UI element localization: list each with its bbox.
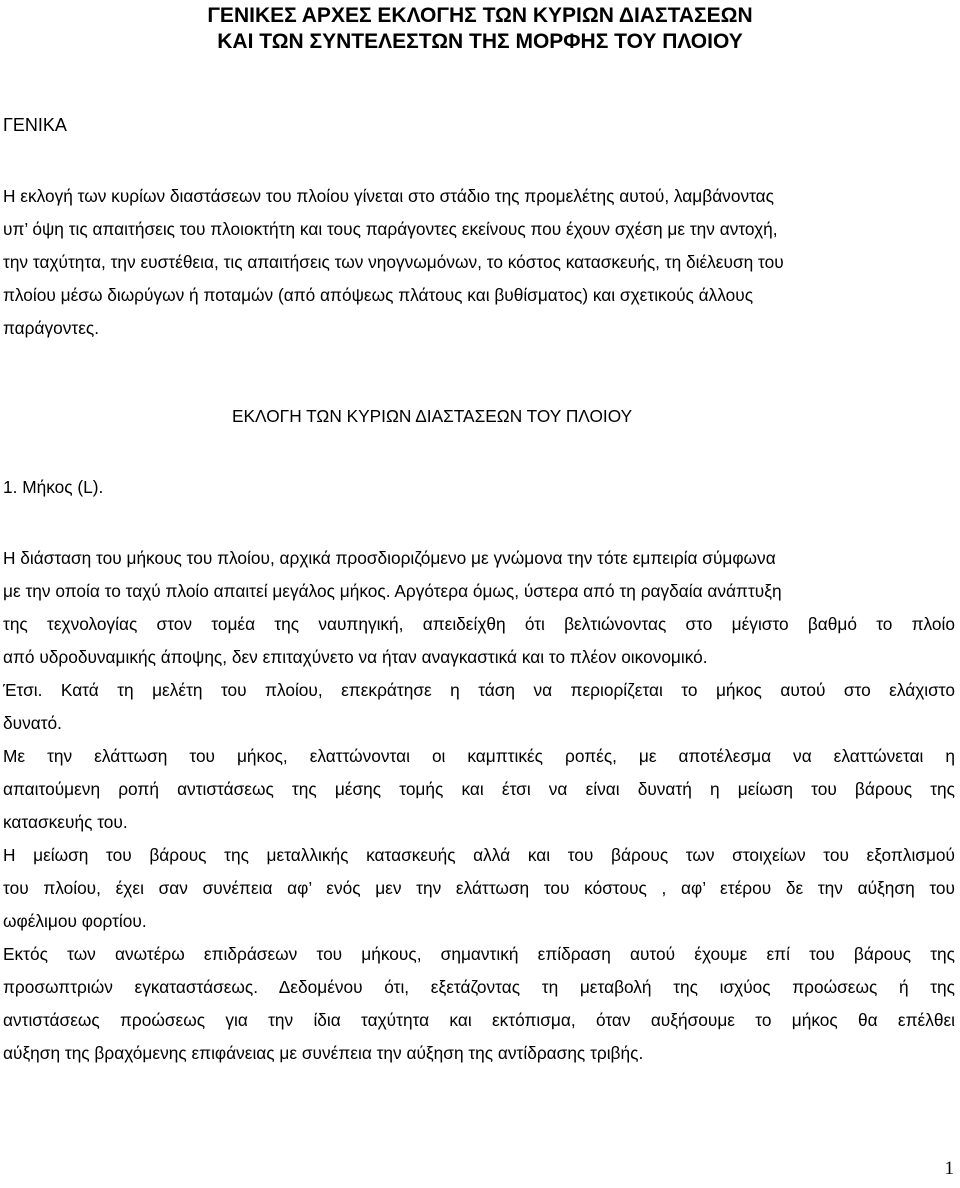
body-line: του πλοίου, έχει σαν συνέπεια αφ’ ενός μεν την ελάττωση του κόστους , αφ’ ετέρου δε την αύξηση του [3, 878, 955, 898]
body-line: προσωπτριών εγκαταστάσεως. Δεδομένου ότι, εξετάζοντας τη μεταβολή της ισχύος προώσεως ή της [3, 977, 955, 997]
body-line: Η μείωση του βάρους της μεταλλικής κατασκευής αλλά και του βάρους των στοιχείων του εξοπλισμού [3, 845, 955, 865]
document-title-line-2: ΚΑΙ ΤΩΝ ΣΥΝΤΕΛΕΣΤΩΝ ΤΗΣ ΜΟΡΦΗΣ ΤΟΥ ΠΛΟΙΟΥ [217, 30, 743, 53]
intro-paragraph [3, 180, 955, 345]
intro-line: Η εκλογή των κυρίων διαστάσεων του πλοίου γίνεται στο στάδιο της προμελέτης αυτού, λαμβάνοντας [3, 186, 774, 206]
intro-heading: ΓΕΝΙΚΑ [3, 115, 67, 135]
body-line: από υδροδυναμικής άποψης, δεν επιταχύνετο να ήταν αναγκαστικά και το πλέον οικονομικό. [3, 647, 708, 667]
body-paragraphs [3, 542, 955, 1070]
intro-line: υπ’ όψη τις απαιτήσεις του πλοιοκτήτη και τους παράγοντες εκείνους που έχουν σχέση με την αντοχή, [3, 219, 778, 239]
body-line: αύξηση της βραχόμενης επιφάνειας με συνέπεια την αύξηση της αντίδρασης τριβής. [3, 1043, 644, 1063]
body-line: κατασκευής του. [3, 812, 128, 832]
intro-line: την ταχύτητα, την ευστέθεια, τις απαιτήσεις των νηογνωμόνων, το κόστος κατασκευής, τη διέλευση του [3, 252, 784, 272]
document-title-line-1: ΓΕΝΙΚΕΣ ΑΡΧΕΣ ΕΚΛΟΓΗΣ ΤΩΝ ΚΥΡΙΩΝ ΔΙΑΣΤΑΣΕΩΝ [207, 4, 753, 27]
body-line: με την οποία το ταχύ πλοίο απαιτεί μεγάλος μήκος. Αργότερα όμως, ύστερα από τη ραγδαία ανάπτυξη [3, 581, 782, 601]
page-number: 1 [944, 1158, 954, 1179]
body-line: αντιστάσεως προώσεως για την ίδια ταχύτητα και εκτόπισμα, όταν αυξήσουμε το μήκος θα επέλθει [3, 1010, 955, 1030]
body-line: Η διάσταση του μήκους του πλοίου, αρχικά προσδιοριζόμενο με γνώμονα την τότε εμπειρία σύμφωνα [3, 548, 776, 568]
body-line: Εκτός των ανωτέρω επιδράσεων του μήκους, σημαντική επίδραση αυτού έχουμε επί του βάρους της [3, 944, 955, 964]
body-line: Με την ελάττωση του μήκος, ελαττώνονται οι καμπτικές ροπές, με αποτέλεσμα να ελαττώνεται η [3, 746, 955, 766]
body-line: απαιτούμενη ροπή αντιστάσεως της μέσης τομής και έτσι να είναι δυνατή η μείωση του βάρους της [3, 779, 955, 799]
intro-line: πλοίου μέσω διωρύγων ή ποταμών (από απόψεως πλάτους και βυθίσματος) και σχετικούς άλλους [3, 285, 754, 305]
body-line: ωφέλιμου φορτίου. [3, 911, 147, 931]
body-line: Έτσι. Κατά τη μελέτη του πλοίου, επεκράτησε η τάση να περιορίζεται το μήκος αυτού στο ελάχιστο [3, 680, 955, 700]
section-heading: ΕΚΛΟΓΗ ΤΩΝ ΚΥΡΙΩΝ ΔΙΑΣΤΑΣΕΩΝ ΤΟΥ ΠΛΟΙΟΥ [232, 406, 633, 426]
subheading-length: 1. Μήκος (L). [3, 477, 104, 497]
intro-line: παράγοντες. [3, 318, 100, 338]
body-line: δυνατό. [3, 713, 62, 733]
body-line: της τεχνολογίας στον τομέα της ναυπηγική, απειδείχθη ότι βελτιώνοντας στο μέγιστο βαθμό το πλοίο [3, 614, 955, 634]
